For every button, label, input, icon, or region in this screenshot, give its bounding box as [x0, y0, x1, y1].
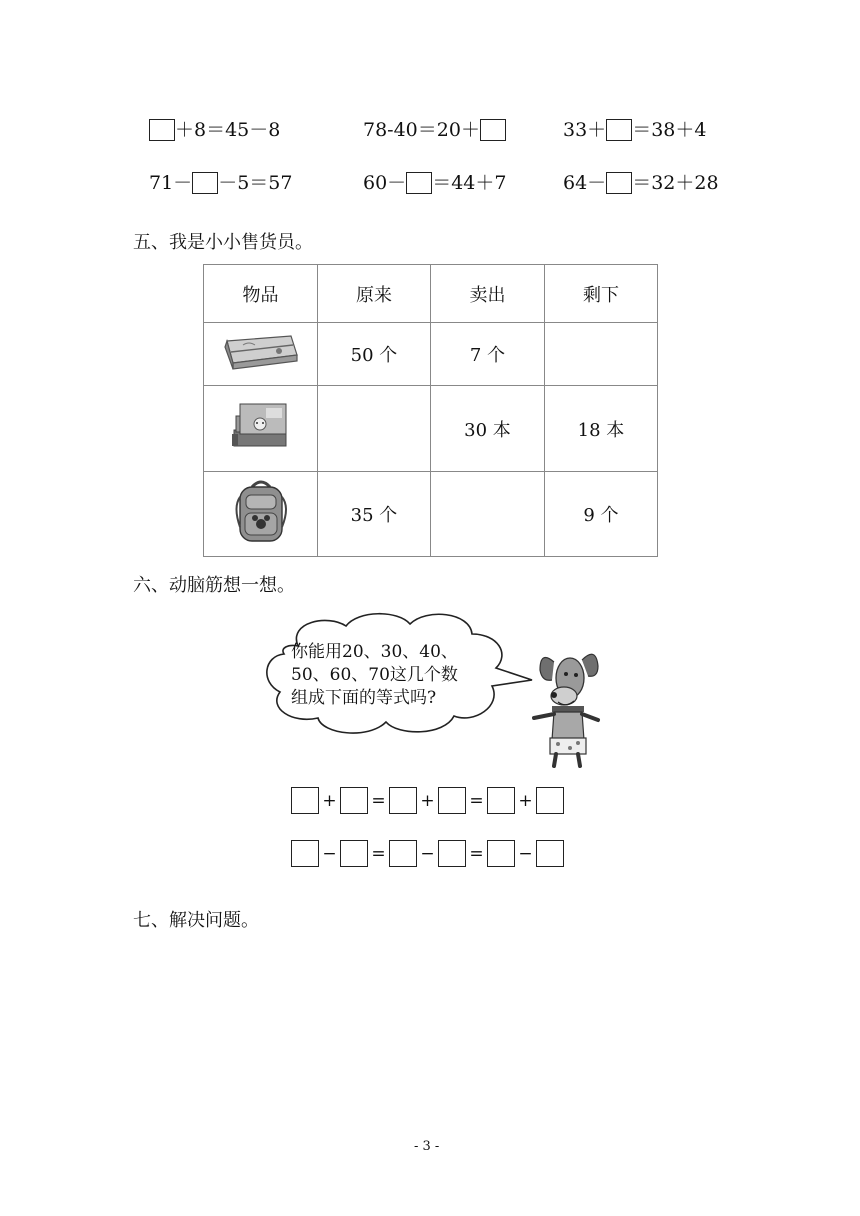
- answer-box[interactable]: [340, 787, 368, 814]
- answer-box[interactable]: [606, 172, 632, 194]
- answer-box[interactable]: [149, 119, 175, 141]
- cell-original: [318, 386, 431, 472]
- plus-equation-row: + = + = +: [291, 787, 564, 814]
- section-6-title: 六、动脑筋想一想。: [133, 575, 295, 596]
- cell-sold: 30 本: [431, 386, 545, 472]
- equation-1-3: 33＋ ＝38＋4: [563, 119, 707, 141]
- pencil-case-cell: [204, 323, 318, 386]
- minus-equation-row: − = − = −: [291, 840, 564, 867]
- bubble-line-2: 50、60、70这几个数: [291, 665, 458, 685]
- cartoon-dog-icon: [524, 648, 602, 770]
- equation-2-1: 71－ －5＝57: [149, 172, 293, 194]
- answer-box[interactable]: [606, 119, 632, 141]
- bubble-line-1: 你能用20、30、40、: [291, 642, 458, 662]
- answer-box[interactable]: [536, 787, 564, 814]
- book-stack-icon: [230, 400, 292, 452]
- answer-box[interactable]: [438, 787, 466, 814]
- equation-2-3: 64－ ＝32＋28: [563, 172, 719, 194]
- backpack-cell: [204, 472, 318, 557]
- answer-box[interactable]: [291, 787, 319, 814]
- backpack-icon: [230, 477, 292, 547]
- answer-box[interactable]: [406, 172, 432, 194]
- cell-remaining: 9 个: [545, 472, 658, 557]
- pencil-case-icon: [221, 333, 301, 371]
- answer-box[interactable]: [487, 840, 515, 867]
- table-row: [204, 386, 658, 472]
- cell-remaining: 18 本: [545, 386, 658, 472]
- section-7-title: 七、解决问题。: [133, 910, 259, 931]
- answer-box[interactable]: [340, 840, 368, 867]
- answer-box[interactable]: [536, 840, 564, 867]
- answer-box[interactable]: [389, 840, 417, 867]
- equation-1-1: ＋8＝45－8: [149, 117, 280, 142]
- answer-box[interactable]: [480, 119, 506, 141]
- book-cell: [204, 386, 318, 472]
- answer-box[interactable]: [192, 172, 218, 194]
- answer-box[interactable]: [389, 787, 417, 814]
- page-number: - 3 -: [414, 1139, 440, 1154]
- equation-2-2: 60－ ＝44＋7: [363, 172, 507, 194]
- table-row: [204, 472, 658, 557]
- sales-table: [203, 264, 658, 557]
- equation-1-2: 78-40＝20＋: [363, 117, 506, 142]
- table-header-row: [204, 265, 658, 323]
- cell-remaining: [545, 323, 658, 386]
- answer-box[interactable]: [291, 840, 319, 867]
- bubble-line-3: 组成下面的等式吗?: [291, 688, 437, 708]
- answer-box[interactable]: [487, 787, 515, 814]
- cell-sold: [431, 472, 545, 557]
- header-item: 物品: [204, 265, 318, 323]
- table-row: [204, 323, 658, 386]
- header-sold: 卖出: [431, 265, 545, 323]
- answer-box[interactable]: [438, 840, 466, 867]
- section-5-title: 五、我是小小售货员。: [133, 232, 313, 253]
- cell-original: 35 个: [318, 472, 431, 557]
- cell-original: 50 个: [318, 323, 431, 386]
- header-original: 原来: [318, 265, 431, 323]
- cell-sold: 7 个: [431, 323, 545, 386]
- header-remaining: 剩下: [545, 265, 658, 323]
